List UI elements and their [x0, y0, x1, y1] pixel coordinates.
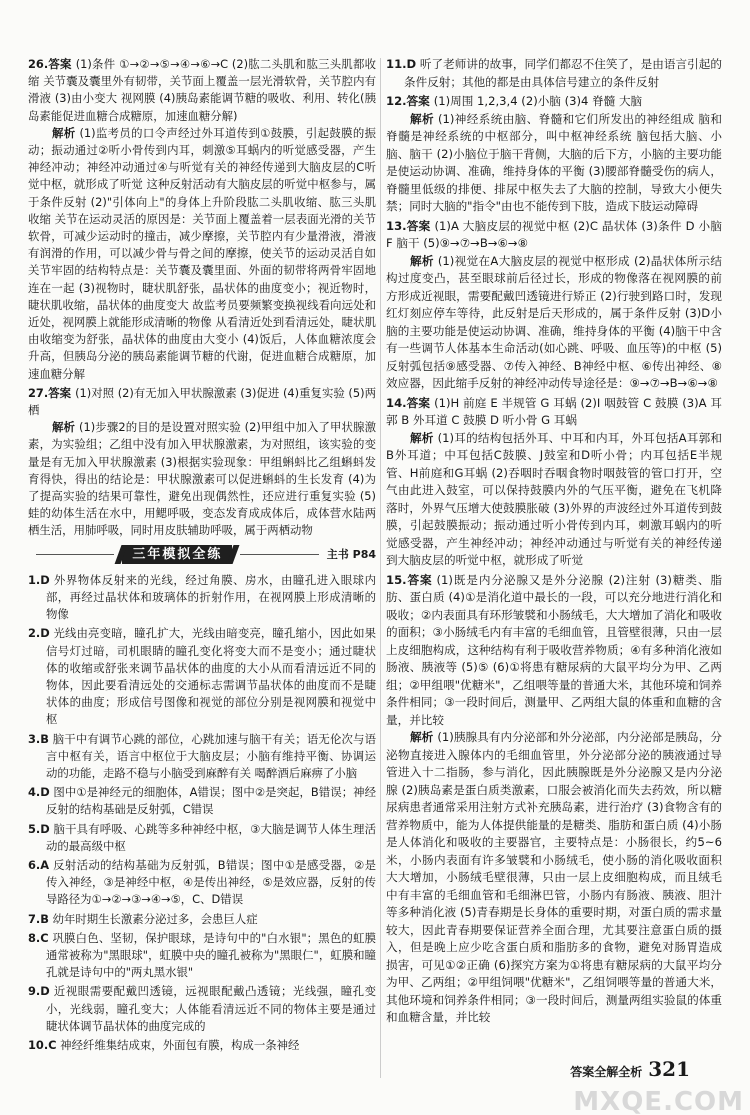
- item-text: 脑干中有调节心跳的部位，心跳加速与脑干有关；语无伦次与语言中枢有关，语言中枢位于大脑皮层；小脑有维持平衡、协调运动的功能，走路不稳与小脑受到麻醉有关 喝醉酒后麻痹了小脑: [46, 731, 376, 780]
- left-column: [28, 56, 376, 1056]
- item-text: 神经纤维集结成束，外面包有膜，构成一条神经: [60, 1037, 300, 1052]
- answer-text: (1)既是内分泌腺又是外分泌腺 (2)注射 (3)糖类、脂肪、蛋白质 (4)①是消化道中最长的一段，可以充分地进行消化和吸收；②内表面具有环形皱襞和小肠绒毛，大大增加了消化和吸收的面积；③小肠绒毛内有丰富的毛细血管，且管壁很薄，只由一层上皮细胞构成，这种结构有利于吸收营养物质；④有多种消化液如肠液、胰液等 (5)⑤ (6)①将患有糖尿病的大鼠平均分为甲、乙两组；②甲组喂"优糖米"，乙组喂等量的普通大米，其他环境和饲养条件相同；③一段时间后，测量甲、乙两组大鼠的体重和血糖的含量，并比较: [386, 572, 722, 727]
- banner-rule-right: [240, 554, 318, 555]
- analysis-text: (1)监考员的口令声经过外耳道传到①鼓膜，引起鼓膜的振动；振动通过②听小骨传到内耳，刺激⑤耳蜗内的听觉感受器，产生神经冲动；神经冲动通过④与听觉有关的神经传递到大脑皮层的C听觉中枢，就形成了听觉 这种反射活动有大脑皮层的听觉中枢参与，属于条件反射 (2)"引体向上"的身体上升阶段肱二头肌收缩、肱三头肌收缩 关节在运动灵活的原因是：关节面上覆盖着一层表面光滑的关节软骨，可减少运动时的撞击，减少摩擦，关节腔内有少量滑液，滑液有润滑的作用，可以减少骨与骨之间的摩擦，使关节的运动灵活自如 关节牢固的结构特点是：关节囊及囊里面、外面的韧带将两骨牢固地连在一起 (3)视物时，睫状肌舒张，晶状体的曲度变小；视近物时，睫状肌收缩，晶状体的曲度变大 故监考员要频繁变换视线看向远处和近处，视网膜上就能形成清晰的物像 从看清近处到看清远处，睫状肌由收缩变为舒张，晶状体的曲度由大变小 (4)饭后，人体血糖浓度会升高，但胰岛分泌的胰岛素能调节糖的代谢，促进血糖合成糖原，加速血糖分解: [28, 125, 376, 381]
- answer-text: (1)条件 ①→②→⑤→④→⑥→C (2)肱二头肌和肱三头肌都收缩 关节囊及囊里外有韧带，关节面上覆盖一层光滑软骨，关节腔内有滑液 (3)由小变大 视网膜 (4)胰岛素能调节糖的吸收、利用、转化(胰岛素能促进血糖合成糖原，加速血糖分解): [28, 57, 376, 123]
- analysis-text: (1)步骤2的目的是设置对照实验 (2)甲组中加入了甲状腺激素，为实验组；乙组中没有加入甲状腺激素，为对照组，该实验的变量是有无加入甲状腺激素 (3)根据实验现象：甲组蝌蚪比乙组蝌蚪发育得快，得出的结论是：甲状腺激素可以促进蝌蚪的生长发育 (4)为了提高实验的结果可靠性，避免出现偶然性，还应进行重复实验 (5)蛙的幼体生活在水中，用鳃呼吸，变态发育成成体后，成体营水陆两栖生活，用肺呼吸，同时用皮肤辅助呼吸，属于两栖动物: [28, 420, 376, 538]
- item-number: 10.C: [28, 1037, 57, 1052]
- answer-item-7: [28, 911, 376, 928]
- analysis-text: (1)神经系统由脑、脊髓和它们所发出的神经组成 脑和脊髓是神经系统的中枢部分，叫中枢神经系统 脑包括大脑、小脑、脑干 (2)小脑位于脑干背侧，大脑的后下方，小脑的主要功能是使运动协调、准确，维持身体的平衡 (3)腰部脊髓受伤的病人，脊髓里低级的排便、排尿中枢失去了大脑的控制，导致大小便失禁；同时大脑的"指令"由也不能传到下肢，造成下肢运动障碍: [386, 111, 722, 213]
- answer-item-2: [28, 625, 376, 728]
- item-text: 近视眼需要配戴凹透镜，远视眼配戴凸透镜；光线强，瞳孔变小，光线弱，瞳孔变大；人体能看清远近不同的物体主要是通过睫状体调节晶状体的曲度完成的: [46, 984, 376, 1033]
- answer-item-1: [28, 572, 376, 624]
- analysis-text: (1)耳的结构包括外耳、中耳和内耳，外耳包括A耳郭和B外耳道；中耳包括C鼓膜、J鼓室和D听小骨；内耳包括E半规管、H前庭和G耳蜗 (2)吞咽时吞咽食物时咽鼓管的管口打开，空气由此进入鼓室，可以保持鼓膜内外的气压平衡，避免在飞机降落时，外界气压增大使鼓膜胀破 (3)外界的声波经过外耳道传到鼓膜，引起鼓膜振动；振动通过听小骨传到内耳，刺激耳蜗内的听觉感受器，产生神经冲动；神经冲动通过与听觉有关的神经传递到大脑皮层的听觉中枢，就形成了听觉: [386, 430, 722, 567]
- question-number: 15.: [386, 572, 407, 587]
- analysis-tag: 解析: [52, 420, 76, 435]
- question-number: 14.: [386, 395, 407, 410]
- item-text: 光线由亮变暗，瞳孔扩大，光线由暗变亮，瞳孔缩小，因此如果信号灯过暗，司机眼睛的瞳孔变化将变大而不是变小；通过睫状体的收缩或舒张来调节晶状体的曲度的大小从而看清远近不同的物体，因此要看清远处的交通标志需调节晶状体的曲度而不是睫状体的曲度；形成信号图像和视觉的部位分别是视网膜和视觉中枢: [46, 626, 376, 727]
- question-number: 27.: [28, 385, 49, 400]
- footer-label: 答案全解全析: [570, 1064, 643, 1079]
- answer-tag: 答案: [406, 395, 431, 410]
- item-text: 反射活动的结构基础为反射弧，B错误；图中①是感受器，②是传入神经，③是神经中枢，④是传出神经，⑤是效应器，反射的传导路径为①→②→③→④→⑤，C、D错误: [46, 857, 376, 907]
- item-number: 4.D: [28, 785, 50, 800]
- answer-text: (1)A 大脑皮层的视觉中枢 (2)C 晶状体 (3)条件 D 小脑 F 脑干 (5)⑨→⑦→B→⑥→⑧: [386, 218, 722, 250]
- section-banner: 三年模拟全练: [122, 545, 232, 564]
- item-text: 图中①是神经元的细胞体，A错误；图中②是突起，B错误；神经反射的结构基础是反射弧，C错误: [46, 785, 376, 817]
- analysis-tag: 解析: [52, 125, 76, 140]
- banner-rule-left: [36, 554, 114, 555]
- answer-item-10: [28, 1037, 376, 1054]
- analysis-text: (1)胰腺具有内分泌部和外分泌部，内分泌部是胰岛，分泌物直接进入腺体内的毛细血管里，外分泌部分泌的胰液通过导管进入十二指肠，参与消化，因此胰腺既是外分泌腺又是内分泌腺 (2)胰岛素是蛋白质类激素，口服会被消化而失去药效，所以糖尿病患者通常采用注射方式补充胰岛素，进行治疗 (3)食物含有的营养物质中，能为人体提供能量的是糖类、脂肪和蛋白质 (4)小肠是人体消化和吸收的主要器官，主要特点是：小肠很长，约5~6米，小肠内表面有许多皱襞和小肠绒毛，使小肠的消化吸收面积大大增加，小肠绒毛壁很薄，只由一层上皮细胞构成，而且绒毛中有丰富的毛细血管和毛细淋巴管，小肠内有肠液、胰液、胆汁等多种消化液 (5)青春期是长身体的重要时期，对蛋白质的需求量较大，因此青春期要保证营养全面合理，尤其要注意蛋白质的摄入，但是晚上应少吃含蛋白质和脂肪多的食物，避免对肠胃造成损害，可见①②正确 (6)探究方案为①将患有糖尿病的大鼠平均分为甲、乙两组；②甲组饲喂"优糖米"，乙组饲喂等量的普通大米，其他环境和饲养条件相同；③一段时间后，测量两组实验鼠的体重和血糖含量，并比较: [386, 730, 722, 1024]
- answer-item-5: [28, 821, 376, 855]
- question-number: 12.: [386, 94, 407, 108]
- question-26: [28, 56, 376, 383]
- answer-tag: 答案: [406, 94, 430, 108]
- answer-text: (1)周围 1,2,3,4 (2)小脑 (3)4 脊髓 大脑: [433, 94, 643, 108]
- answer-items: [28, 572, 376, 1054]
- page-footer: [570, 1056, 690, 1081]
- question-14: [386, 395, 722, 570]
- answer-tag: 答案: [406, 572, 433, 587]
- item-number: 2.D: [28, 626, 50, 641]
- item-number: 7.B: [28, 911, 49, 926]
- item-number: 3.B: [28, 731, 49, 746]
- question-11: [386, 56, 722, 91]
- analysis-tag: 解析: [410, 253, 434, 268]
- analysis-tag: 解析: [410, 111, 434, 126]
- question-12: [386, 93, 722, 216]
- page-number: 321: [648, 1056, 690, 1081]
- section-header: [28, 544, 376, 566]
- item-text: 脑干具有呼吸、心跳等多种神经中枢，③大脑是调节人体生理活动的最高级中枢: [46, 821, 376, 853]
- question-13: [386, 218, 722, 393]
- item-text: 外界物体反射来的光线，经过角膜、房水，由瞳孔进入眼球内部，再经过晶状体和玻璃体的折射作用，在视网膜上形成清晰的物像: [46, 572, 376, 622]
- item-number: 6.A: [28, 857, 50, 872]
- answer-tag: 答案: [406, 218, 431, 233]
- answer-item-4: [28, 784, 376, 818]
- item-number: 11.D: [386, 57, 417, 71]
- answer-item-3: [28, 731, 376, 783]
- answer-item-9: [28, 983, 376, 1035]
- analysis-text: (1)视觉在A大脑皮层的视觉中枢形成 (2)晶状体所示结构过度变凸，甚至眼球前后径过长，形成的物像落在视网膜的前方形成近视眼，需要配戴凹透镜进行矫正 (2)行驶到路口时，发现红灯刻应停车等待，此反射是后天形成的，属于条件反射 (3)D小脑的主要功能是使运动协调、准确，维持身体的平衡 (4)脑干中含有一些调节人体基本生命活动(如心跳、呼吸、血压等)的中枢 (5)反射弧包括⑨感受器、⑦传入神经、B神经中枢、⑥传出神经、⑧效应器，因此缩手反射的神经冲动传导途径是：⑨→⑦→B→⑥→⑧: [386, 253, 722, 390]
- item-number: 9.D: [28, 984, 50, 999]
- answer-item-8: [28, 930, 376, 982]
- answer-tag: 答案: [48, 385, 72, 400]
- item-text: 巩膜白色、坚韧，保护眼球，是诗句中的"白水银"；黑色的虹膜通常被称为"黑眼球"，虹膜中央的瞳孔被称为"黑眼仁"，虹膜和瞳孔就是诗句中的"两丸黑水银": [46, 930, 376, 980]
- question-27: [28, 385, 376, 540]
- column-divider: [380, 58, 381, 1078]
- item-text: 听了老师讲的故事，同学们都忍不住笑了，是由语言引起的条件反射；其他的都是由具体信号建立的条件反射: [404, 57, 722, 89]
- question-number: 26.: [28, 57, 49, 71]
- question-15: [386, 572, 722, 1027]
- right-column: [386, 56, 722, 1029]
- item-number: 5.D: [28, 821, 50, 836]
- watermark: MXQE.COM: [573, 1086, 744, 1115]
- analysis-tag: 解析: [410, 430, 434, 445]
- answer-text: (1)对照 (2)有无加入甲状腺激素 (3)促进 (4)重复实验 (5)两栖: [28, 385, 376, 418]
- answer-item-6: [28, 857, 376, 909]
- answer-text: (1)H 前庭 E 半规管 G 耳蜗 (2)I 咽鼓管 C 鼓膜 (3)A 耳郭 B 外耳道 C 鼓膜 D 听小骨 G 耳蜗: [386, 395, 722, 427]
- main-book-reference: 主书 P84: [326, 548, 376, 562]
- item-number: 8.C: [28, 930, 49, 945]
- question-number: 13.: [386, 218, 407, 233]
- item-number: 1.D: [28, 572, 50, 587]
- item-text: 幼年时期生长激素分泌过多，会患巨人症: [52, 911, 258, 926]
- answer-tag: 答案: [48, 57, 72, 71]
- analysis-tag: 解析: [410, 730, 434, 744]
